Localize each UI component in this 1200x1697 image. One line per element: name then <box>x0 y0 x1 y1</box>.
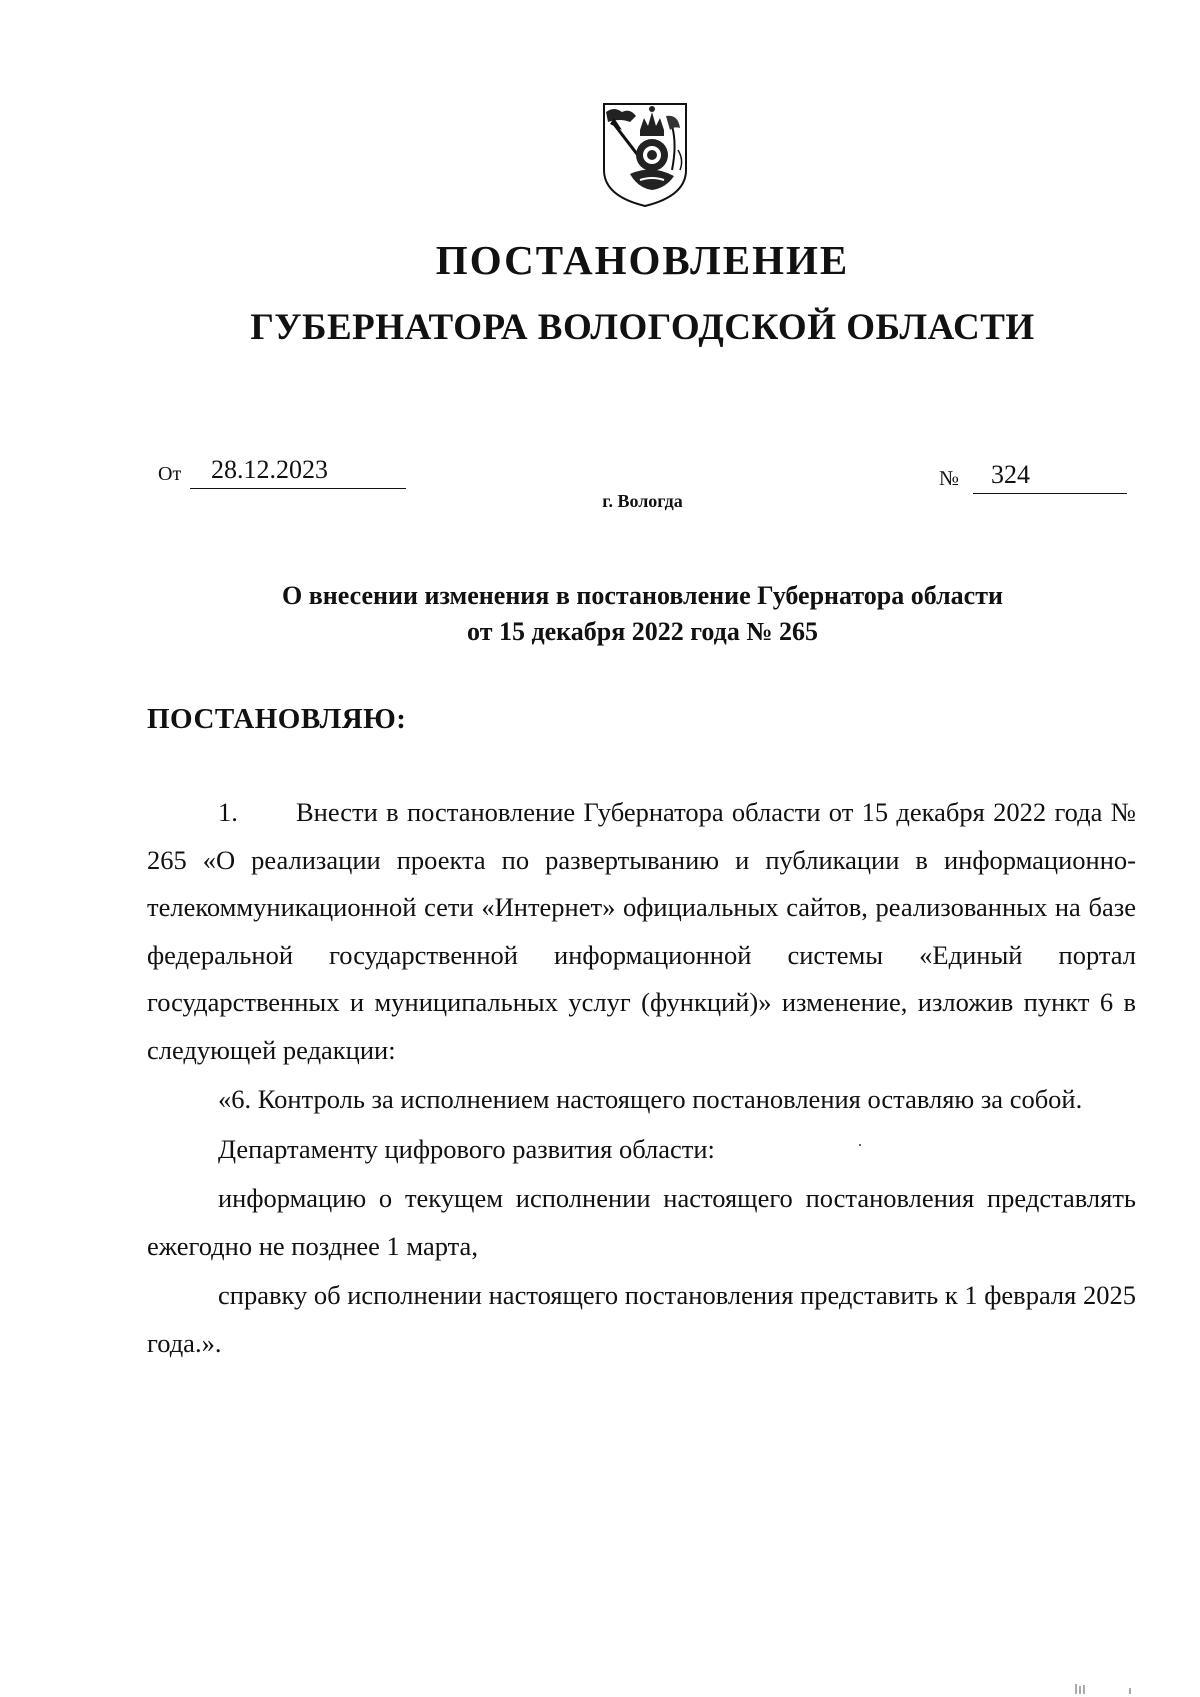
number-label: № <box>939 466 960 490</box>
decree-heading: ПОСТАНОВЛЯЮ: <box>147 703 407 735</box>
city-label: г. Вологда <box>602 491 683 511</box>
document-subject <box>0 578 1200 650</box>
date-underline <box>190 488 406 489</box>
quote-paragraph-1: «6. Контроль за исполнением настоящего постановления оставляю за собой. <box>218 1084 1083 1114</box>
scan-speck <box>859 1144 861 1146</box>
subject-line-2: от 15 декабря 2022 года № 265 <box>467 617 818 646</box>
date-label: От <box>158 463 182 485</box>
quote-paragraph-3: информацию о текущем исполнении настоящего постановления представлять ежегодно не позднее 1 марта, <box>147 1183 1136 1261</box>
item-1-text: Внести в постановление Губернатора области от 15 декабря 2022 года № 265 «О реализации проекта по развертыванию и публикации в информационно-телекоммуникационной сети «Интернет» официальных сайтов, реализованных на базе федеральной государственной информационной системы «Единый портал государственных и муниципальных услуг (функций)» изменение, изложив пункт 6 в следующей редакции: <box>147 797 1136 1065</box>
document-issuer: ГУБЕРНАТОРА ВОЛОГОДСКОЙ ОБЛАСТИ <box>250 307 1035 348</box>
item-1-paragraph <box>147 789 1136 1074</box>
quote-paragraph-4: справку об исполнении настоящего постановления представить к 1 февраля 2025 года.». <box>147 1280 1136 1358</box>
coat-of-arms-icon <box>600 100 690 210</box>
document-title: ПОСТАНОВЛЕНИЕ <box>435 237 850 283</box>
scan-edge-marks <box>1074 1682 1134 1694</box>
document-number: 324 <box>991 460 1030 489</box>
document-body <box>147 789 1136 1367</box>
quote-paragraph-2: Департаменту цифрового развития области: <box>218 1133 715 1164</box>
document-date: 28.12.2023 <box>211 455 328 484</box>
subject-line-1: О внесении изменения в постановление Губернатора области <box>282 581 1003 610</box>
item-number: 1. <box>218 797 238 827</box>
